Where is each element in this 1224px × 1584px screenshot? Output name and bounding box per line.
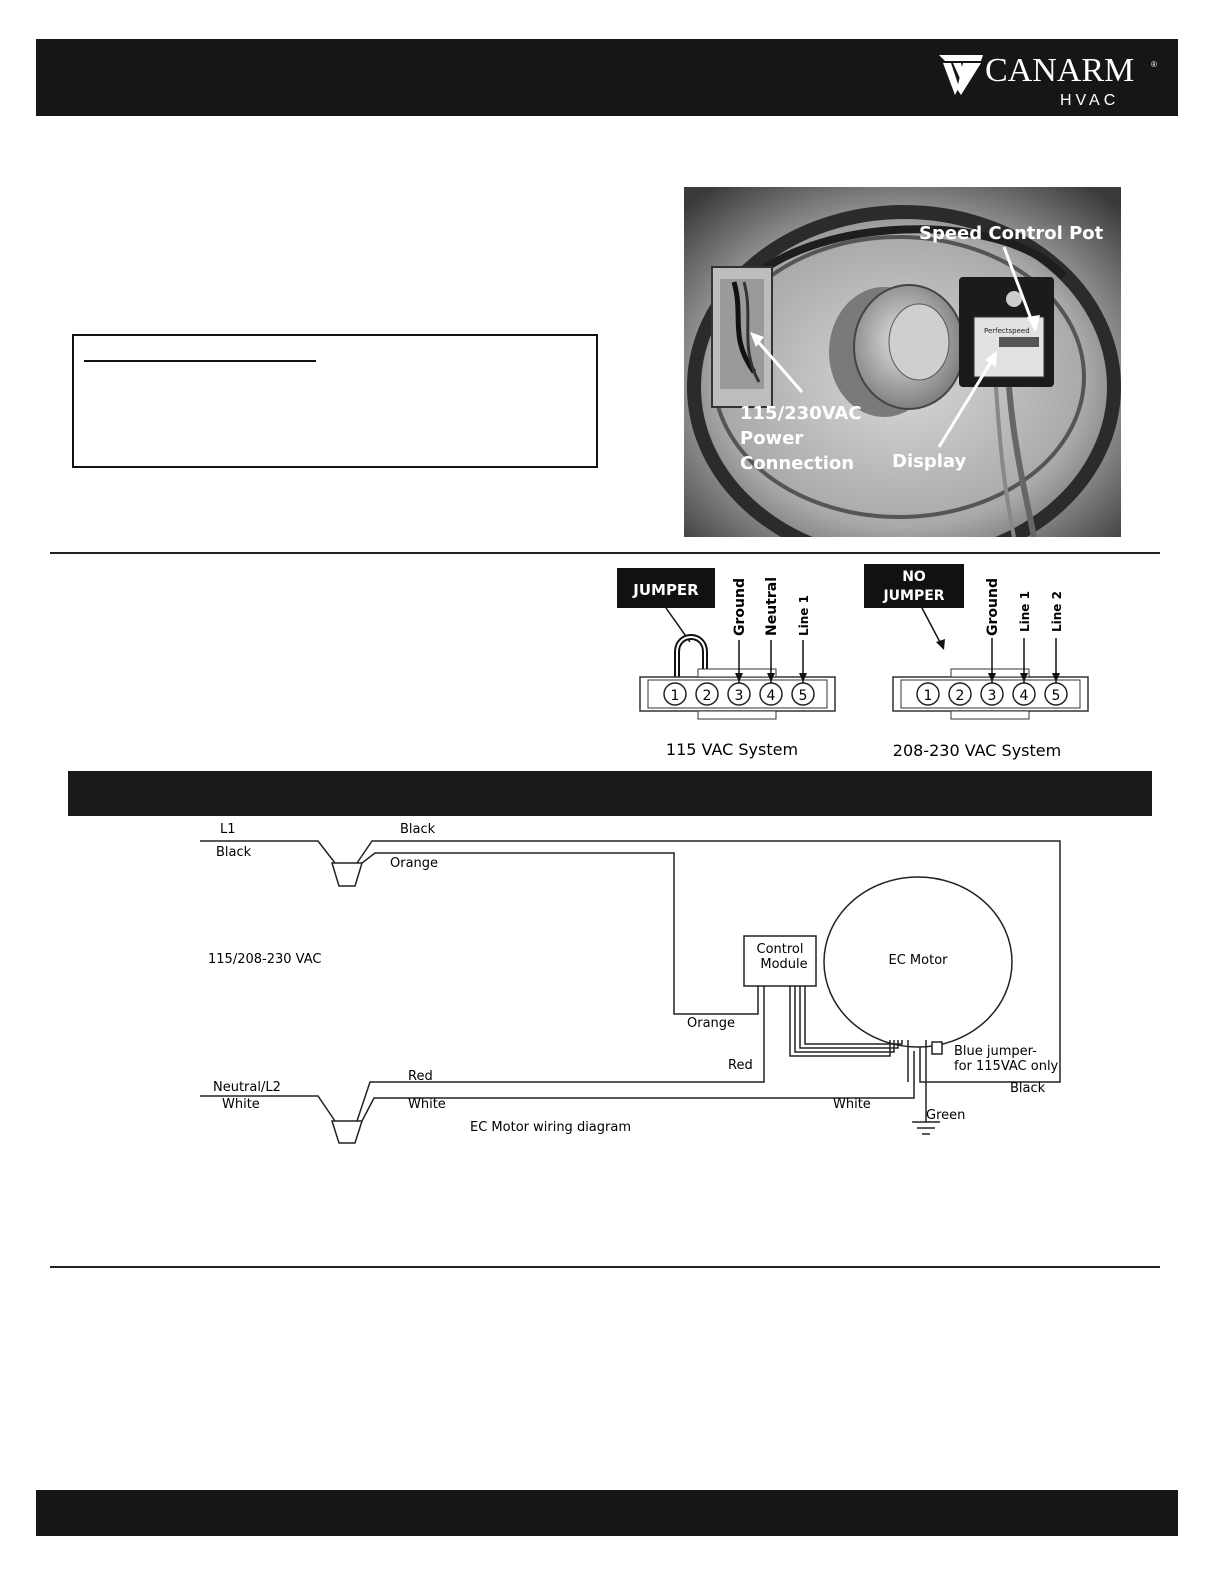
- connector-115vac: [617, 568, 835, 759]
- pin-3: 3: [734, 688, 744, 704]
- note-box: [72, 334, 598, 468]
- pin-4-b: 4: [1019, 688, 1029, 704]
- label-line2-b: Line 2: [1050, 591, 1064, 632]
- pin-1: 1: [670, 688, 680, 704]
- brand-sub: HVAC: [1060, 92, 1120, 109]
- module-brand: Perfectspeed: [984, 327, 1030, 335]
- speed-control-label: Speed Control Pot: [919, 223, 1104, 244]
- wire-red-right: Red: [728, 1058, 753, 1073]
- wire-white-left: White: [408, 1097, 446, 1112]
- motor-photo: [684, 187, 1121, 537]
- wire-neutral-color: White: [222, 1097, 260, 1112]
- wire-neutral: Neutral/L2: [213, 1080, 281, 1095]
- wire-top-orange: Orange: [390, 856, 439, 871]
- section-rule-top: [50, 552, 1160, 554]
- label-neutral: Neutral: [764, 576, 780, 636]
- display-label: Display: [892, 451, 967, 472]
- jumper-badge: JUMPER: [633, 581, 699, 599]
- wire-l1-color: Black: [216, 845, 252, 860]
- motor-photo-illustration: [684, 187, 1121, 537]
- control-module-line1: Control: [756, 942, 804, 957]
- power-label-2: Power: [740, 428, 804, 449]
- pin-5: 5: [798, 688, 808, 704]
- control-module-line2: Module: [760, 957, 808, 972]
- label-ground: Ground: [732, 578, 748, 636]
- connector-208-230vac: [864, 564, 1088, 760]
- label-ground-b: Ground: [985, 578, 1001, 636]
- wiring-caption: EC Motor wiring diagram: [470, 1120, 632, 1135]
- wire-red-left: Red: [408, 1069, 433, 1084]
- note-heading-underline: [84, 360, 316, 362]
- caption-115vac: 115 VAC System: [665, 740, 799, 759]
- pin-1-b: 1: [923, 688, 933, 704]
- wire-l1: L1: [220, 822, 236, 837]
- caption-208-230vac: 208-230 VAC System: [892, 741, 1062, 760]
- label-line1-b: Line 1: [1018, 591, 1032, 632]
- section-rule-bottom: [50, 1266, 1160, 1268]
- ec-motor-wiring-diagram: [190, 816, 1090, 1151]
- connector-diagrams: [600, 560, 1120, 765]
- footer-bar: [36, 1490, 1178, 1536]
- label-line1: Line 1: [797, 595, 811, 636]
- pin-3-b: 3: [987, 688, 997, 704]
- wire-orange-bottom: Orange: [687, 1016, 736, 1031]
- logo-mark-icon: [937, 53, 987, 97]
- brand-registered: ®: [1151, 60, 1157, 69]
- blue-jumper-line1: Blue jumper-: [954, 1044, 1037, 1059]
- section-heading-bar: [68, 771, 1152, 816]
- no-jumper-badge-line1: NO: [902, 569, 926, 585]
- voltage-label: 115/208-230 VAC: [208, 952, 322, 967]
- power-label-1: 115/230VAC: [740, 403, 862, 424]
- wire-white-right: White: [833, 1097, 871, 1112]
- blue-jumper-line2: for 115VAC only: [954, 1059, 1059, 1074]
- pin-4: 4: [766, 688, 776, 704]
- no-jumper-badge-line2: JUMPER: [883, 588, 945, 604]
- ec-motor-label: EC Motor: [888, 953, 948, 968]
- pin-2: 2: [702, 688, 712, 704]
- pin-2-b: 2: [955, 688, 965, 704]
- wire-black-right: Black: [1010, 1081, 1046, 1096]
- brand-name: CANARM: [985, 52, 1135, 89]
- pin-5-b: 5: [1051, 688, 1061, 704]
- power-label-3: Connection: [740, 453, 855, 474]
- wire-green: Green: [926, 1108, 966, 1123]
- wire-top-black: Black: [400, 822, 436, 837]
